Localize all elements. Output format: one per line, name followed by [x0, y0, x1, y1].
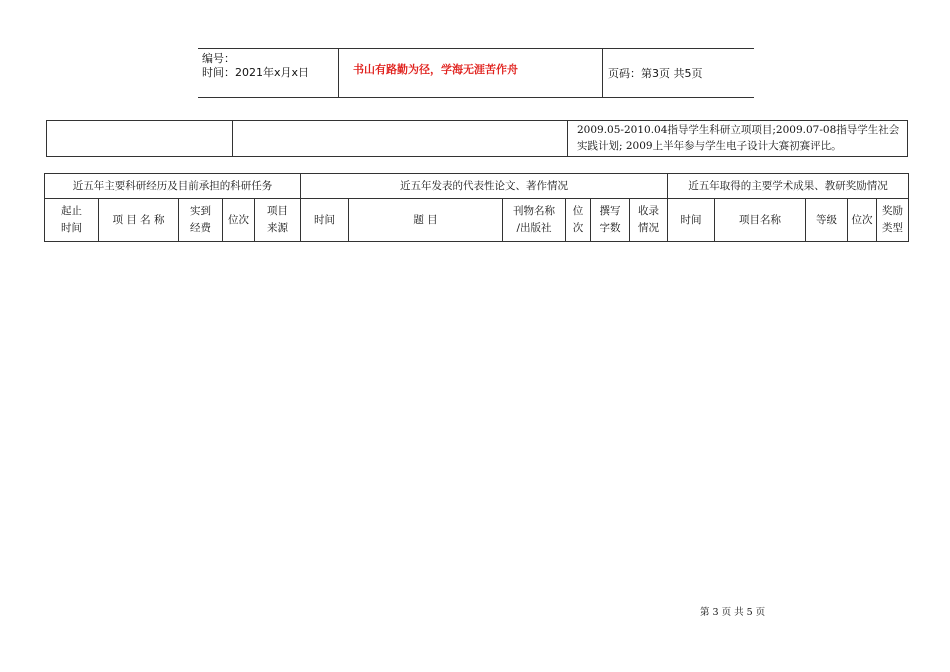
- col-header: 项目 来源: [267, 205, 288, 234]
- research-table: [44, 173, 909, 242]
- time-label: 时间：2021年x月x日: [202, 66, 310, 79]
- group-header-papers: 近五年发表的代表性论文、著作情况: [400, 179, 568, 192]
- group-header-awards: 近五年取得的主要学术成果、教研奖励情况: [688, 179, 888, 192]
- page-footer: 第 3 页 共 5 页: [700, 607, 766, 618]
- col-header: 位 次: [572, 205, 584, 234]
- col-header: 收录 情况: [638, 205, 659, 234]
- activity-text: 2009.05-2010.04指导学生科研立项项目;2009.07-08指导学生社会实践计划; 2009上半年参与学生电子设计大赛初赛评比。: [577, 124, 900, 152]
- group-header-research: 近五年主要科研经历及目前承担的科研任务: [72, 179, 273, 192]
- col-header: 实到 经费: [190, 205, 211, 234]
- box-divider: [567, 121, 568, 156]
- col-header: 位次: [228, 213, 249, 226]
- col-header: 奖励 类型: [882, 205, 903, 234]
- col-header: 项 目 名 称: [112, 213, 165, 226]
- activity-box: [46, 120, 908, 157]
- page-label: 页码：第3页 共5页: [608, 67, 703, 80]
- col-header: 位次: [851, 213, 873, 226]
- header-divider: [338, 49, 339, 97]
- motto: 书山有路勤为径，学海无涯苦作舟: [353, 63, 518, 76]
- col-header: 题 目: [413, 213, 438, 226]
- document-header: [198, 48, 754, 98]
- header-divider: [602, 49, 603, 97]
- col-header: 撰写 字数: [599, 205, 621, 234]
- col-header: 时间: [314, 213, 335, 226]
- col-header: 时间: [680, 213, 702, 226]
- col-header: 等级: [816, 213, 837, 226]
- number-label: 编号：: [202, 52, 235, 65]
- box-divider: [232, 121, 233, 156]
- col-header: 项目名称: [739, 213, 781, 226]
- col-header: 起止 时间: [61, 205, 82, 234]
- col-header: 刊物名称 /出版社: [513, 205, 555, 234]
